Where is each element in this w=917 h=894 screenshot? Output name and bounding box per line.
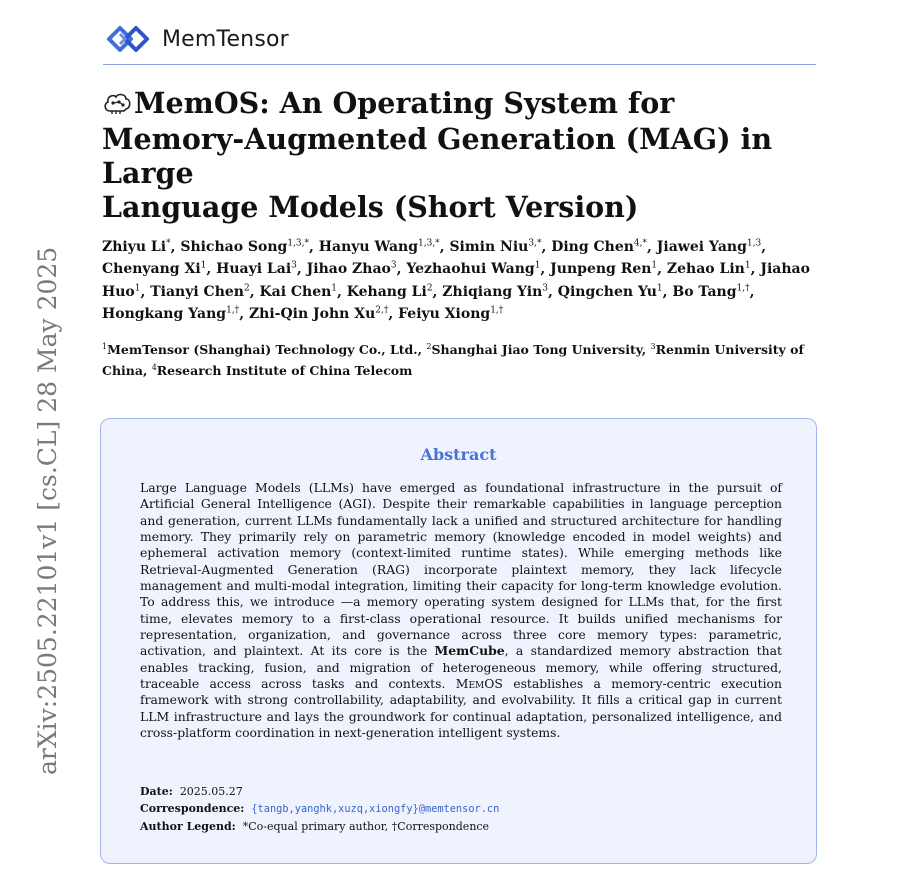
author-name: Kai Chen$^1$ (259, 283, 338, 300)
author-name: Bo Tang$^{1,\dagger}$ (672, 283, 750, 300)
brain-chip-icon (102, 88, 132, 122)
author-name: Huayi Lai$^3$ (216, 260, 297, 278)
affiliation: $^1$MemTensor (Shanghai) Technology Co., Ltd., (102, 341, 423, 357)
author-name: Jiawei Yang$^{1,3}$ (656, 238, 762, 255)
title-line-1: MemOS: An Operating System for (102, 86, 822, 122)
author-name: Hanyu Wang$^{1,3,*}$ (318, 238, 440, 255)
header-rule (103, 64, 816, 65)
author-name: Kehang Li$^2$ (346, 283, 433, 300)
author-name: Shichao Song$^{1,3,*}$ (180, 238, 310, 255)
affiliation-list (102, 339, 816, 381)
author-name: Ding Chen$^{4,*}$ (551, 238, 648, 255)
memtensor-logo (106, 24, 289, 54)
author-name: Simin Niu$^{3,*}$ (449, 238, 542, 255)
memos-term: MemOS (455, 676, 503, 692)
author-legend-row: Author Legend: *Co-equal primary author, †Correspondence (140, 820, 490, 833)
author-list: Zhiyu Li*, Shichao Song$^{1,3,*}$, Hanyu Wang$^{1,3,*}$, Simin Niu$^{3,*}$, Ding Chen$^{4,*}$, Jiawei Yang$^{1,3}$, Chenyang Xi$^1$, Huayi Lai$^3$, Jihao Zhao$^3$, Yezhaohui Wang$^1$, Junpeng Ren$^1$, Zehao Lin$^1$, Jiahao Huo$^1$, Tianyi Chen$^2$, Kai Chen$^1$, Kehang Li$^2$, Zhiqiang Yin$^3$, Qingchen Yu$^1$, Bo Tang$^{1,\dagger}$, Hongkang Yang$^{1,\dagger}$, Zhi-Qin John $Xu^{2,\dagger}$, Feiyu Xiong$^{1,\dagger}$ (102, 238, 810, 323)
author-name: Jiahao Huo$^1$ (102, 261, 810, 300)
author-name: Feiyu Xiong$^{1,\dagger}$ (398, 305, 504, 323)
author-name: Jihao Zhao$^3$ (306, 260, 397, 278)
memcube-term: MemCube (434, 643, 505, 659)
author-name: Chenyang Xi$^1$ (102, 260, 207, 278)
arxiv-stamp: arXiv:2505.22101v1 [cs.CL] 28 May 2025 (33, 246, 62, 775)
affiliation: $^4$Research Institute of China Telecom (151, 362, 413, 378)
title-line-2: Memory-Augmented Generation (MAG) in Large (102, 122, 773, 190)
correspondence-row: Correspondence: {tangb,yanghk,xuzq,xiongfy}@memtensor.cn (140, 802, 500, 815)
paper-metadata (140, 783, 790, 835)
author-name: Yezhaohui Wang$^1$ (406, 260, 541, 278)
author-name: Zhiyu Li* (102, 238, 171, 255)
author-name: Zhi-Qin John $Xu^{2,\dagger}$ (248, 305, 389, 323)
logo-text: MemTensor (162, 26, 289, 52)
correspondence-email-link[interactable]: {tangb,yanghk,xuzq,xiongfy}@memtensor.cn (251, 803, 500, 815)
author-name: Junpeng Ren$^1$ (550, 260, 658, 278)
memtensor-logo-icon (106, 24, 156, 54)
paper-title (102, 86, 822, 224)
date-row: Date: 2025.05.27 (140, 785, 243, 798)
author-name: Tianyi Chen$^2$ (150, 283, 250, 300)
author-name: Zhiqiang Yin$^3$ (442, 283, 549, 300)
title-line-3: Language Models (Short Version) (102, 190, 639, 224)
author-name: Zehao Lin$^1$ (666, 260, 751, 278)
affiliation: $^2$Shanghai Jiao Tong University, (426, 341, 647, 357)
abstract-box (100, 418, 817, 864)
affiliation: $^3$Renmin University of China, (102, 341, 804, 378)
author-name: Hongkang Yang$^{1,\dagger}$ (102, 305, 240, 323)
abstract-body: Large Language Models (LLMs) have emerged as foundational infrastructure in the pursuit of Artificial General Intelligence (AGI). Despite their remarkable capabilities in language perception and generation, current LLMs fundamentally lack a unified and structured architecture for handling memory. They primarily rely on parametric memory (knowledge encoded in model weights) and ephemeral activation memory (context-limited runtime states). While emerging methods like Retrieval-Augmented Generation (RAG) incorporate plaintext memory, they lack lifecycle management and multi-modal integration, limiting their capacity for long-term knowledge evolution. To address this, we introduce —a memory operating system designed for LLMs that, for the first time, elevates memory to a first-class operational resource. It builds unified mechanisms for representation, organization, and governance across three core memory types: parametric, activation, and plaintext. At its core is the MemCube, a standardized memory abstraction that enables tracking, fusion, and migration of heterogeneous memory, while offering structured, traceable access across tasks and contexts. MemOS establishes a memory-centric execution framework with strong controllability, adaptability, and evolvability. It fills a critical gap in current LLM infrastructure and lays the groundwork for continual adaptation, personalized intelligence, and cross-platform coordination in next-generation intelligent systems. (140, 480, 782, 741)
abstract-heading: Abstract (420, 445, 497, 464)
author-name: Qingchen Yu$^1$ (557, 283, 663, 300)
